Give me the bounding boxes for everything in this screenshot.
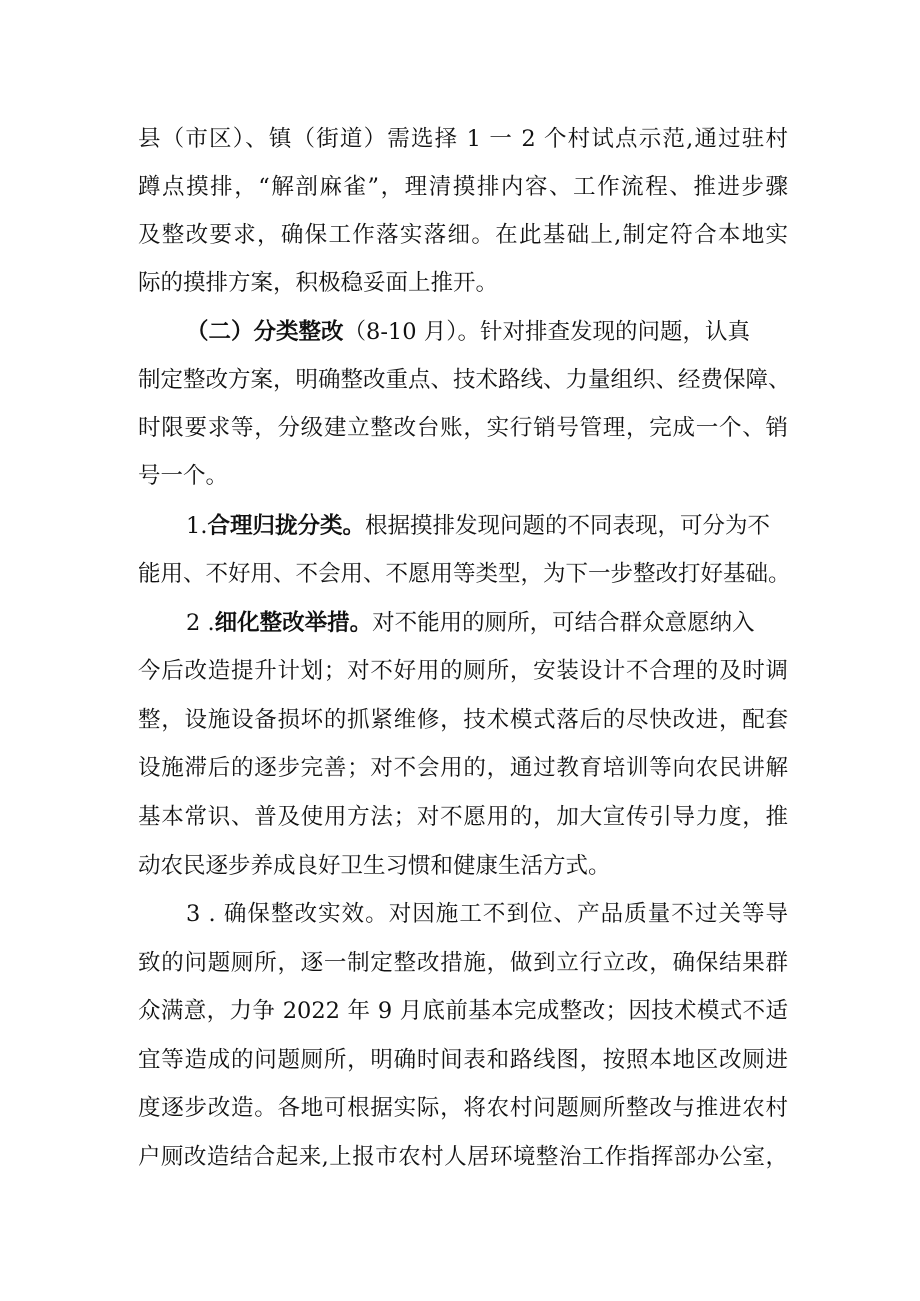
- section-2-line-4: 号一个。: [138, 463, 229, 489]
- item-3-line-6: 户厕改造结合起来,上报市农村人居环境整治工作指挥部办公室，: [138, 1144, 788, 1170]
- item-2-line-1: [186, 603, 788, 643]
- item-1-line-1: [186, 506, 788, 546]
- item-3-line-1: 3 . 确保整改实效。对因施工不到位、产品质量不过关等导: [186, 901, 788, 927]
- intro-line-1: 县（市区）、镇（街道）需选择 1 一 2 个村试点示范,通过驻村: [138, 126, 788, 152]
- item-1-line-2: 能用、不好用、不会用、不愿用等类型，为下一步整改打好基础。: [138, 561, 791, 587]
- section-2-heading: （二）分类整改: [186, 319, 344, 345]
- section-2-line-1-rest: （8-10 月）。针对排查发现的问题，认真: [343, 319, 750, 345]
- item-1-line-1-rest: 根据摸排发现问题的不同表现，可分为不: [364, 513, 770, 539]
- section-2-line-2: 制定整改方案，明确整改重点、技术路线、力量组织、经费保障、: [138, 367, 791, 393]
- intro-line-3: 及整改要求，确保工作落实落细。在此基础上,制定符合本地实: [138, 222, 788, 248]
- item-2-line-1-rest: 对不能用的厕所，可结合群众意愿纳入: [372, 610, 755, 636]
- item-2-line-5: 基本常识、普及使用方法；对不愿用的，加大宣传引导力度，推: [138, 804, 788, 830]
- item-2-line-3: 整，设施设备损坏的抓紧维修，技术模式落后的尽快改进，配套: [138, 707, 788, 733]
- item-3-line-3: 众满意，力争 2022 年 9 月底前基本完成整改；因技术模式不适: [138, 998, 788, 1024]
- item-2-line-4: 设施滞后的逐步完善；对不会用的，通过教育培训等向农民讲解: [138, 755, 788, 781]
- item-2-heading: 细化整改举措。: [214, 610, 373, 636]
- intro-line-2: 蹲点摸排，“解剖麻雀”，理清摸排内容、工作流程、推进步骤: [138, 174, 788, 200]
- section-2-line-1: [186, 312, 788, 352]
- item-2-line-6: 动农民逐步养成良好卫生习惯和健康生活方式。: [138, 853, 611, 879]
- item-2-number: 2 .: [186, 610, 215, 636]
- item-3-line-5: 度逐步改造。各地可根据实际，将农村问题厕所整改与推进农村: [138, 1095, 788, 1121]
- item-1-heading: 合理归拢分类。: [207, 513, 365, 539]
- item-1-number: 1.: [186, 513, 208, 539]
- section-2-line-3: 时限要求等，分级建立整改台账，实行销号管理，完成一个、销: [138, 415, 788, 441]
- item-3-line-2: 致的问题厕所，逐一制定整改措施，做到立行立改，确保结果群: [138, 950, 788, 976]
- item-2-line-2: 今后改造提升计划；对不好用的厕所，安装设计不合理的及时调: [138, 658, 788, 684]
- item-3-line-4: 宜等造成的问题厕所，明确时间表和路线图，按照本地区改厕进: [138, 1047, 788, 1073]
- intro-line-4: 际的摸排方案，积极稳妥面上推开。: [138, 270, 499, 296]
